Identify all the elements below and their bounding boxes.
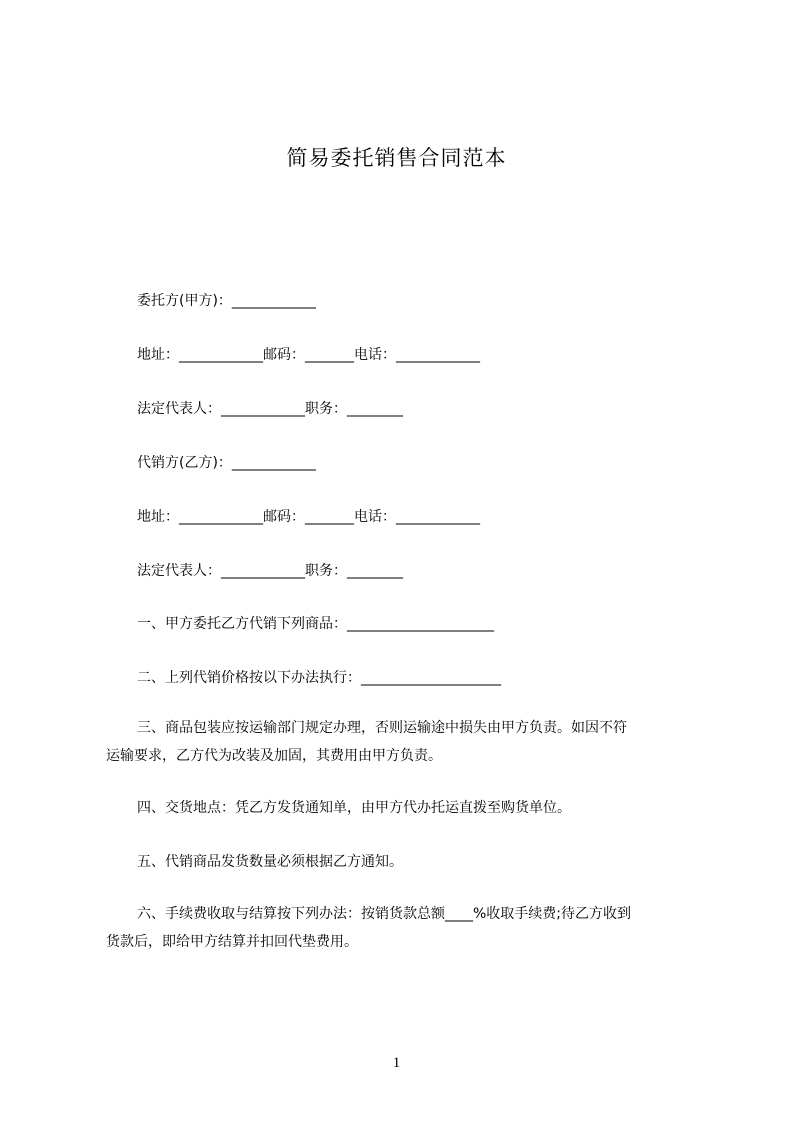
clause-2: 二、上列代销价格按以下办法执行：____________________ xyxy=(137,670,501,686)
clause-5: 五、代销商品发货数量必须根据乙方通知。 xyxy=(137,854,403,870)
clause-1: 一、甲方委托乙方代销下列商品：_____________________ xyxy=(137,616,494,632)
principal-address-line: 地址：____________邮码：_______电话：____________ xyxy=(137,347,480,363)
clause-6-line-1: 六、手续费收取与结算按下列办法：按销货款总额____%收取手续费;待乙方收到 xyxy=(137,906,632,922)
clause-6-line-2: 货款后，即给甲方结算并扣回代垫费用。 xyxy=(106,934,358,950)
agent-address-line: 地址：____________邮码：_______电话：____________ xyxy=(137,509,480,525)
clause-3 xyxy=(106,714,696,770)
principal-party-line: 委托方(甲方)：____________ xyxy=(137,293,316,309)
agent-representative-line: 法定代表人：____________职务：________ xyxy=(137,563,403,579)
document-title: 简易委托销售合同范本 xyxy=(286,146,507,170)
principal-representative-line: 法定代表人：____________职务：________ xyxy=(137,401,403,417)
clause-3-line-2: 运输要求，乙方代为改装及加固，其费用由甲方负责。 xyxy=(106,748,442,764)
clause-4: 四、交货地点：凭乙方发货通知单，由甲方代办托运直拨至购货单位。 xyxy=(137,800,571,816)
page-number: 1 xyxy=(392,1055,401,1071)
clause-3-line-1: 三、商品包装应按运输部门规定办理，否则运输途中损失由甲方负责。如因不符 xyxy=(137,720,627,736)
agent-party-line: 代销方(乙方)：____________ xyxy=(137,455,316,471)
clause-6 xyxy=(106,900,696,956)
